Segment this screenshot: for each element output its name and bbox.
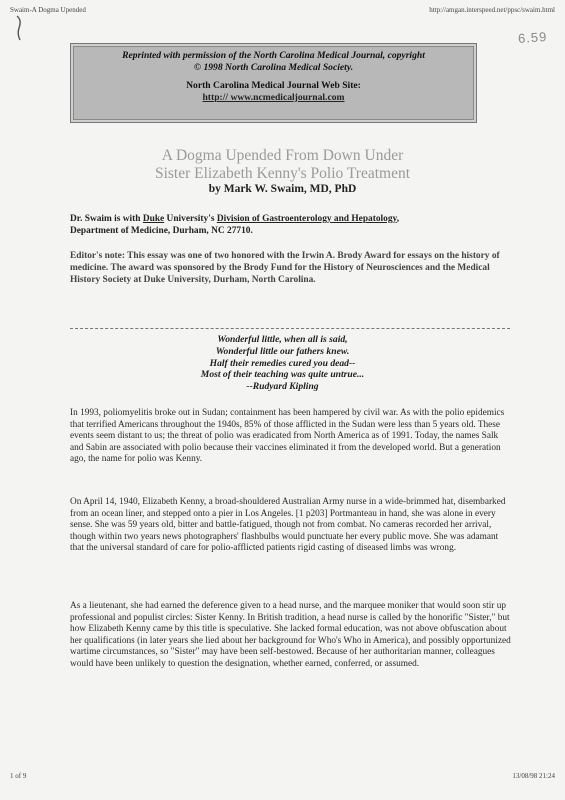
- header-page-title: Swaim-A Dogma Upended: [10, 6, 86, 14]
- body-paragraph-1: In 1993, poliomyelitis broke out in Sudan; containment has been hampered by civil war. As with the polio epidemics that terrified Americans throughout the 1940s, 85% of those afflicted in the Sudan were less than 5 years old. These events seem distant to us; the threat of polio was eradicated from North America as of 1991. Today, the names Salk and Sabin are associated with polio because their vaccines eliminated it from the developed world. But a generation ago, the name for polio was Kenny.: [70, 408, 505, 465]
- staple-mark-icon: [14, 14, 24, 42]
- body-paragraph-3: As a lieutenant, she had earned the deference given to a head nurse, and the marquee moniker that would soon stir up professional and populist circles: Sister Kenny. In British tradition, a head nurse is called by the honorific "Sister," but how Elizabeth Kenny came by this title is speculative. She lacked formal education, was not above obfuscation about her qualifications (in later years she lied about her background for Who's Who in America), and possibly opportunized wartime circumstances, so "Sister" may have been self-bestowed. Because of her authoritarian manner, colleagues would have been unlikely to question the designation, whether earned, conferred, or assumed.: [70, 601, 511, 669]
- print-header: [10, 6, 555, 18]
- title-line-1: A Dogma Upended From Down Under: [161, 147, 404, 164]
- affiliation-prefix: Dr. Swaim is with: [70, 214, 143, 224]
- print-footer: [10, 772, 555, 782]
- poem-line: Most of their teaching was quite untrue...: [200, 369, 365, 381]
- section-divider: [70, 328, 510, 329]
- permission-line-1: Reprinted with permission of the North Carolina Medical Journal, copyright: [122, 50, 425, 61]
- article-title: [0, 147, 565, 183]
- website-label: North Carolina Medical Journal Web Site:: [186, 80, 361, 91]
- affiliation-suffix: ,: [396, 214, 400, 224]
- print-timestamp: 13/08/98 21:24: [512, 772, 555, 780]
- author-affiliation: [70, 213, 510, 237]
- page-count: 1 of 9: [10, 772, 27, 780]
- permission-line-2: © 1998 North Carolina Medical Society.: [193, 62, 354, 73]
- poem-line: Wonderful little our fathers knew.: [215, 345, 350, 357]
- poem-line: Wonderful little, when all is said,: [217, 334, 348, 345]
- poem-attribution: --Rudyard Kipling: [246, 381, 319, 393]
- epigraph-poem: [0, 334, 565, 393]
- handwritten-note: 6.59: [517, 28, 548, 47]
- poem-line: Half their remedies cured you dead--: [209, 357, 356, 369]
- editors-note: Editor's note: This essay was one of two honored with the Irwin A. Brody Award for essays on the history of medicine. The award was sponsored by the Brody Fund for the History of Neurosciences and the Medical History Society at Duke University, Durham, North Carolina.: [70, 251, 500, 286]
- byline: by Mark W. Swaim, MD, PhD: [208, 183, 357, 195]
- website-link[interactable]: http:// www.ncmedicaljournal.com: [202, 92, 345, 103]
- permission-banner: [70, 43, 477, 123]
- duke-link[interactable]: Duke: [142, 214, 165, 224]
- affiliation-department: Department of Medicine, Durham, NC 27710.: [70, 226, 253, 236]
- body-paragraph-2: On April 14, 1940, Elizabeth Kenny, a broad-shouldered Australian Army nurse in a wide-brimmed hat, disembarked from an ocean liner, and stepped onto a pier in Los Angeles. [1 p203] Portmanteau in hand, she was alone in every sense. She was 59 years old, bitter and battle-fatigued, though not from combat. No cameras recorded her arrival, though within two years news photographers' flashbulbs would punctuate her every public move. She was adamant that the universal standard of care for polio-afflicted patients rigid casting of diseased limbs was wrong.: [70, 497, 506, 554]
- division-link[interactable]: Division of Gastroenterology and Hepatology: [216, 214, 397, 224]
- header-url: http://amgan.interspeed.net/ppsc/swaim.html: [429, 6, 555, 14]
- affiliation-middle: University's: [164, 214, 217, 224]
- title-line-2: Sister Elizabeth Kenny's Polio Treatment: [154, 165, 411, 182]
